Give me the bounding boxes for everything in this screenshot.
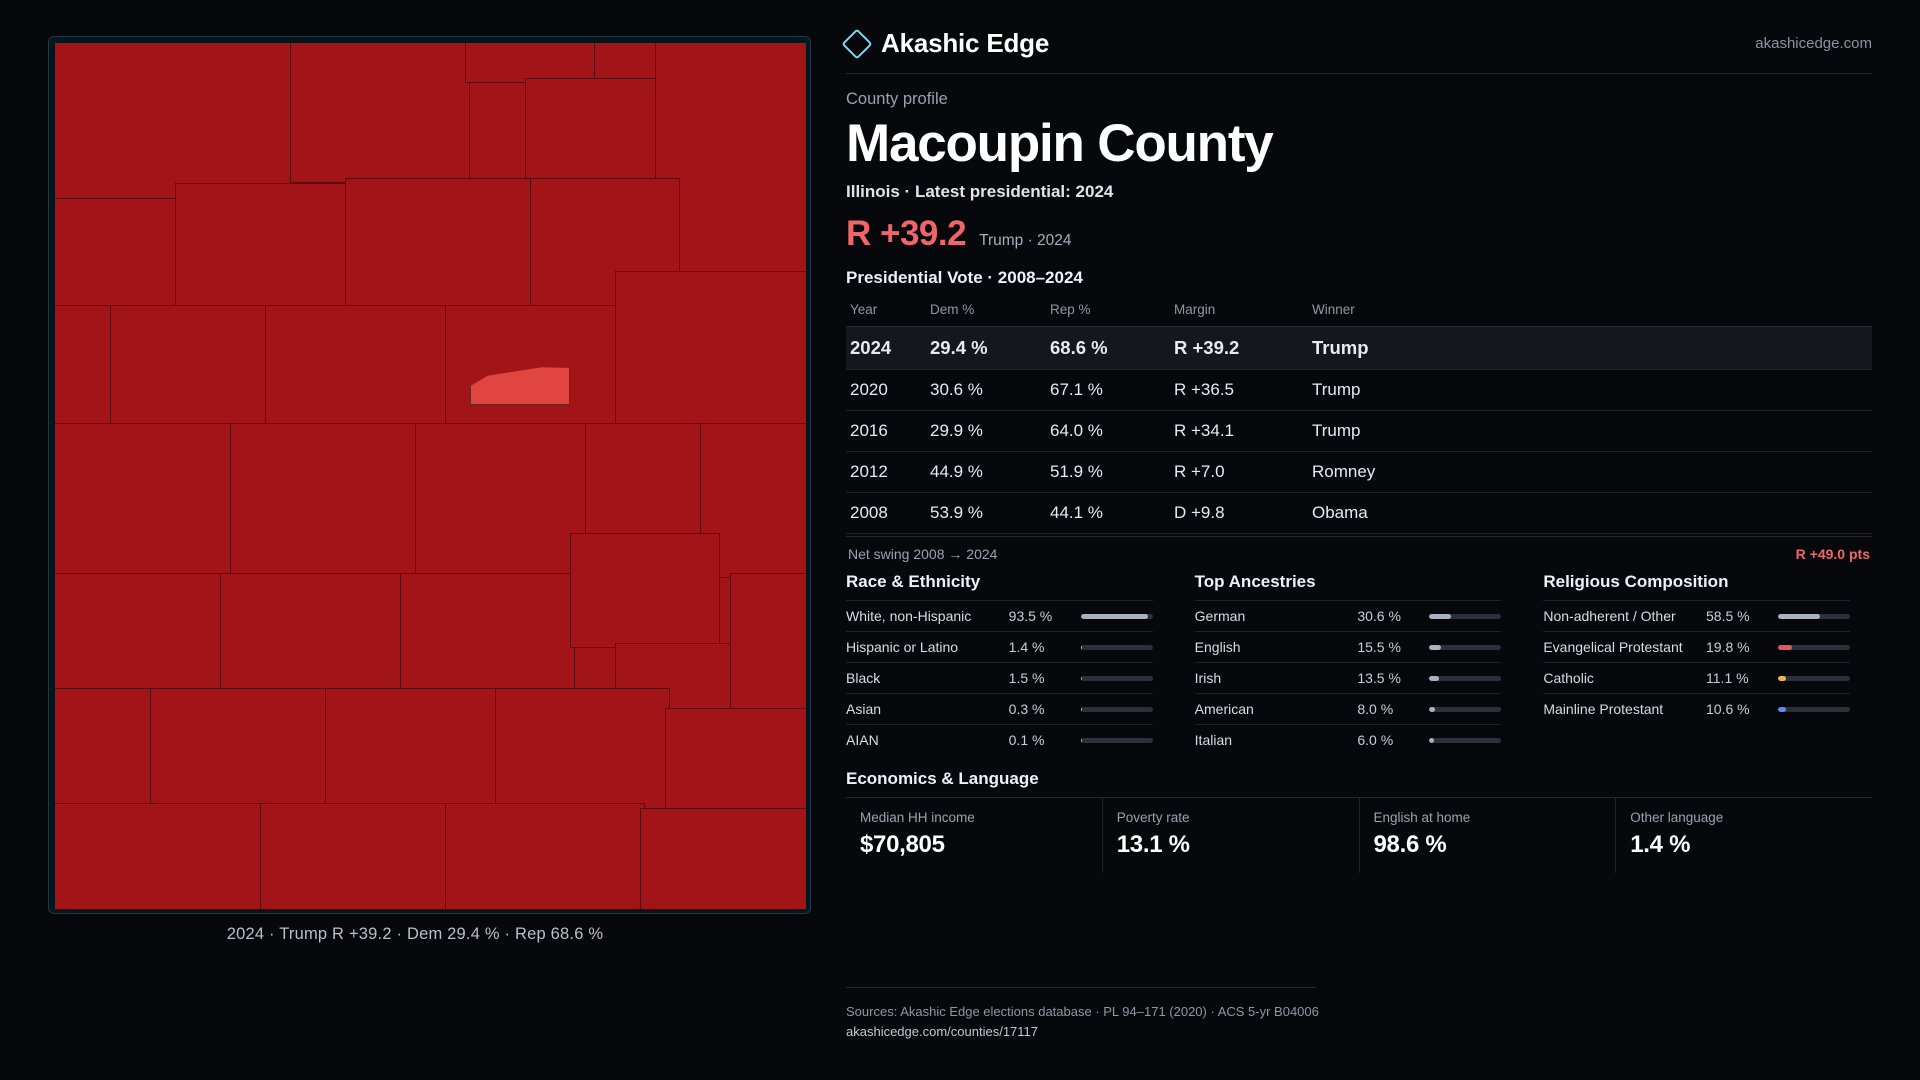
map-county	[415, 423, 590, 578]
demographics-columns	[846, 572, 1872, 755]
table-row	[846, 327, 1872, 370]
map-county	[585, 423, 705, 538]
cell-dem: 53.9 %	[930, 493, 1050, 534]
table-row	[846, 452, 1872, 493]
econ-value: 1.4 %	[1630, 831, 1691, 859]
brand-url: akashicedge.com	[1755, 35, 1872, 52]
cell-margin: D +9.8	[1174, 493, 1312, 534]
row-bar	[1778, 707, 1850, 712]
cell-margin: R +7.0	[1174, 452, 1312, 493]
list-item	[1543, 693, 1850, 724]
religion-column	[1523, 572, 1872, 755]
econ-cell	[1360, 798, 1617, 873]
brand-name: Akashic Edge	[881, 28, 1050, 58]
map-county	[615, 271, 806, 426]
cell-year: 2012	[846, 452, 930, 493]
econ-cell	[1616, 798, 1872, 873]
ancestry-title: Top Ancestries	[1194, 572, 1316, 592]
cell-year: 2024	[846, 327, 930, 370]
row-value: 10.6 %	[1706, 701, 1750, 718]
list-item	[1543, 631, 1850, 662]
map-county	[290, 43, 470, 183]
table-row	[846, 370, 1872, 411]
map-panel	[0, 0, 830, 1080]
brand-header	[846, 28, 1872, 74]
race-column	[846, 572, 1175, 755]
cell-dem: 29.9 %	[930, 411, 1050, 452]
margin-value: R +39.2	[846, 214, 967, 254]
footer-divider	[846, 987, 1316, 988]
map-county	[445, 803, 645, 909]
row-bar	[1081, 614, 1153, 619]
col-year: Year	[846, 298, 930, 327]
row-value: 58.5 %	[1706, 608, 1750, 625]
map-county	[55, 688, 155, 808]
row-value: 15.5 %	[1357, 639, 1401, 656]
net-swing-label: Net swing 2008 → 2024	[848, 546, 998, 563]
map-county	[55, 198, 180, 308]
map-frame[interactable]	[48, 36, 811, 914]
map-county	[495, 688, 670, 813]
econ-cell	[846, 798, 1103, 873]
row-bar	[1778, 614, 1850, 619]
row-bar	[1081, 707, 1153, 712]
list-item	[1543, 600, 1850, 631]
row-bar	[1429, 738, 1501, 743]
list-item	[846, 693, 1153, 724]
page-kicker: County profile	[846, 90, 948, 108]
row-label: Mainline Protestant	[1543, 701, 1664, 718]
map-county	[220, 573, 405, 693]
col-rep: Rep %	[1050, 298, 1174, 327]
footer-sources: Sources: Akashic Edge elections database · PL 94–171 (2020) · ACS 5-yr B04006	[846, 1003, 1319, 1019]
presidential-vote-table	[846, 298, 1872, 534]
col-winner: Winner	[1312, 298, 1872, 327]
cell-rep: 67.1 %	[1050, 370, 1174, 411]
map-county	[345, 178, 535, 308]
brand-lockup	[846, 28, 1049, 59]
list-item	[1543, 662, 1850, 693]
cell-winner: Trump	[1312, 411, 1872, 452]
row-label: Asian	[846, 701, 882, 718]
cell-rep: 64.0 %	[1050, 411, 1174, 452]
cell-rep: 51.9 %	[1050, 452, 1174, 493]
row-label: German	[1194, 608, 1246, 625]
headline-margin	[846, 214, 1872, 254]
row-label: Hispanic or Latino	[846, 639, 959, 656]
page-subtitle: Illinois · Latest presidential: 2024	[846, 182, 1114, 202]
row-bar	[1778, 676, 1850, 681]
col-dem: Dem %	[930, 298, 1050, 327]
cell-year: 2016	[846, 411, 930, 452]
row-bar	[1429, 645, 1501, 650]
footer	[846, 987, 1872, 1042]
row-label: Italian	[1194, 732, 1233, 749]
diamond-icon	[841, 28, 872, 59]
race-title: Race & Ethnicity	[846, 572, 981, 592]
row-bar	[1429, 707, 1501, 712]
row-value: 0.1 %	[1008, 732, 1045, 749]
profile-panel	[830, 0, 1920, 1080]
row-value: 8.0 %	[1357, 701, 1394, 718]
cell-dem: 29.4 %	[930, 327, 1050, 370]
list-item	[846, 600, 1153, 631]
econ-cell	[1103, 798, 1360, 873]
econ-value: 98.6 %	[1373, 831, 1447, 859]
map-county	[465, 43, 595, 83]
row-label: Non-adherent / Other	[1543, 608, 1676, 625]
row-label: American	[1194, 701, 1254, 718]
list-item	[846, 631, 1153, 662]
row-label: Evangelical Protestant	[1543, 639, 1683, 656]
row-label: Black	[846, 670, 881, 687]
econ-label: English at home	[1373, 810, 1471, 826]
ancestry-column	[1175, 572, 1524, 755]
econ-label: Median HH income	[860, 810, 975, 826]
economics-title: Economics & Language	[846, 769, 1039, 789]
votes-section-title: Presidential Vote · 2008–2024	[846, 268, 1083, 288]
map-county	[230, 423, 420, 578]
map-county	[175, 183, 350, 308]
row-label: AIAN	[846, 732, 879, 749]
page-title: Macoupin County	[846, 114, 1273, 173]
list-item	[1195, 724, 1502, 755]
map-county	[150, 688, 330, 813]
map-county	[400, 573, 575, 693]
econ-label: Poverty rate	[1116, 810, 1190, 826]
net-swing-row	[846, 536, 1872, 562]
row-bar	[1778, 645, 1850, 650]
list-item	[1195, 693, 1502, 724]
col-margin: Margin	[1174, 298, 1312, 327]
cell-year: 2020	[846, 370, 930, 411]
map-county	[325, 688, 500, 813]
map-county	[265, 305, 450, 425]
row-value: 30.6 %	[1357, 608, 1401, 625]
list-item	[1195, 631, 1502, 662]
map-county	[445, 305, 620, 425]
map-county	[260, 803, 450, 909]
econ-value: $70,805	[860, 831, 945, 859]
map-county	[730, 573, 806, 713]
list-item	[1195, 662, 1502, 693]
map-county	[525, 78, 675, 183]
cell-winner: Romney	[1312, 452, 1872, 493]
map-county	[570, 533, 720, 648]
row-label: English	[1194, 639, 1241, 656]
map-county	[55, 803, 265, 909]
map-county	[55, 305, 115, 425]
table-row	[846, 411, 1872, 452]
cell-rep: 68.6 %	[1050, 327, 1174, 370]
map-county	[55, 573, 225, 693]
cell-margin: R +34.1	[1174, 411, 1312, 452]
cell-rep: 44.1 %	[1050, 493, 1174, 534]
map-county	[55, 423, 235, 578]
map-caption: 2024 · Trump R +39.2 · Dem 29.4 % · Rep 68.6 %	[226, 925, 604, 943]
econ-value: 13.1 %	[1116, 831, 1190, 859]
row-value: 93.5 %	[1008, 608, 1053, 625]
row-value: 0.3 %	[1008, 701, 1045, 718]
row-value: 11.1 %	[1706, 670, 1749, 687]
margin-note: Trump · 2024	[979, 232, 1072, 250]
cell-year: 2008	[846, 493, 930, 534]
list-item	[846, 662, 1153, 693]
row-value: 6.0 %	[1357, 732, 1394, 749]
economics-row	[846, 797, 1872, 873]
row-bar	[1429, 676, 1501, 681]
cell-dem: 44.9 %	[930, 452, 1050, 493]
row-bar	[1429, 614, 1501, 619]
cell-margin: R +36.5	[1174, 370, 1312, 411]
map-county	[640, 808, 806, 909]
cell-dem: 30.6 %	[930, 370, 1050, 411]
cell-winner: Trump	[1312, 370, 1872, 411]
row-bar	[1081, 738, 1153, 743]
map-county	[110, 305, 270, 425]
row-value: 1.5 %	[1008, 670, 1045, 687]
row-label: White, non-Hispanic	[846, 608, 972, 625]
cell-winner: Obama	[1312, 493, 1872, 534]
religion-title: Religious Composition	[1543, 572, 1729, 592]
row-label: Catholic	[1543, 670, 1594, 687]
econ-label: Other language	[1630, 810, 1724, 826]
footer-url[interactable]: akashicedge.com/counties/17117	[846, 1023, 1038, 1039]
map-county	[55, 43, 295, 203]
row-label: Irish	[1194, 670, 1222, 687]
cell-margin: R +39.2	[1174, 327, 1312, 370]
row-bar	[1081, 676, 1153, 681]
row-value: 1.4 %	[1008, 639, 1045, 656]
net-swing-value: R +49.0 pts	[1795, 546, 1870, 563]
list-item	[846, 724, 1153, 755]
county-map[interactable]	[55, 43, 806, 909]
list-item	[1195, 600, 1502, 631]
table-header-row	[846, 298, 1872, 327]
table-row	[846, 493, 1872, 534]
row-bar	[1081, 645, 1153, 650]
cell-winner: Trump	[1312, 327, 1872, 370]
row-value: 13.5 %	[1357, 670, 1401, 687]
row-value: 19.8 %	[1706, 639, 1750, 656]
map-county	[665, 708, 806, 818]
